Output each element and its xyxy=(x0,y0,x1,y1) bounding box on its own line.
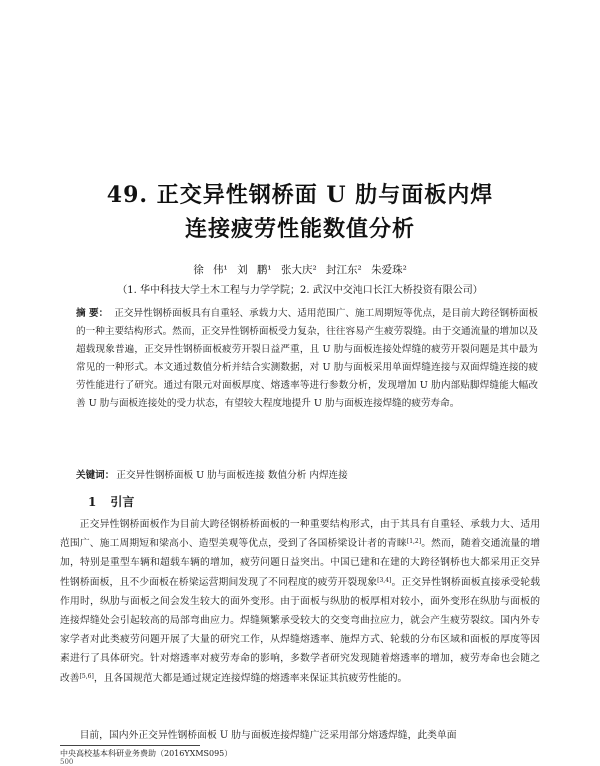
p1-text: 正交异性钢桥面板作为目前大跨径钢桥桥面板的一种重要结构形式，由于其具有自重轻、承载力大、适用范围广、施工周期短和梁高小、造型美观等优点，受到了各国桥梁设计者的青睐 xyxy=(60,519,540,550)
abstract-label: 摘 要： xyxy=(76,308,109,319)
section-heading xyxy=(88,493,134,510)
p2-text-tail: ，且各国规范大都是通过规定连接焊缝的熔透率来保证其抗疲劳性能的。 xyxy=(93,672,408,684)
affiliation: （1. 华中科技大学土木工程与力学学院；2. 武汉中交沌口长江大桥投资有限公司） xyxy=(117,285,483,296)
footnote: 中央高校基本科研业务费助（2016YXMS095） xyxy=(60,749,233,758)
abstract xyxy=(76,305,538,413)
keywords-label: 关键词： xyxy=(76,470,115,481)
p1-text-tail: 。然而，随着交通流量的增加，特别是重型车辆和超载车辆的增加，疲劳问题日益突出。中国已建和在建的大跨径钢桥也大都采用正交异性钢桥面板，且不少面板在桥梁运营期间发现了不同程度的疲劳开裂现象 xyxy=(60,538,541,588)
p2-text: 。正交异性钢桥面板直接承受轮载作用时，纵肋与面板之间会发生较大的面外变形。由于面板与纵肋的板厚相对较小，面外变形在纵肋与面板的连接焊缝处会引起较高的局部弯曲应力。焊缝频繁承受较大的交变弯曲拉应力，就会产生疲劳裂纹。国内外专家学者对此类疲劳问题开展了大量的研究工作，从焊缝熔透率、施焊方式、轮载的分布区域和面板的厚度等因素进行了具体研究。针对熔透率对疲劳寿命的影响，多数学者研究发现随着熔透率的增加，疲劳寿命也会随之改善 xyxy=(60,576,541,684)
abstract-text: 正交异性钢桥面板具有自重轻、承载力大、适用范围广、施工周期短等优点，是目前大跨径钢桥面板的一种主要结构形式。然而，正交异性钢桥面板受力复杂，往往容易产生疲劳裂缝。由于交通流量的增加以及超载现象普遍，正交异性钢桥面板疲劳开裂日益严重，且 U 肋与面板连接处焊缝的疲劳开裂问题是其中最为常见的一种形式。本文通过数值分析并结合实测数据，对 U 肋与面板采用单面焊缝连接与双面焊缝连接的疲劳性能进行了研究。通过有限元对面板厚度、熔透率等进行参数分析，发现增加 U 肋内部贴脚焊缝能大幅改善 U 肋与面板连接处的受力状态，有望较大程度地提升 U 肋与面板连接焊缝的疲劳寿命。 xyxy=(76,308,539,409)
citation-ref: [3,4] xyxy=(377,576,392,584)
citation-ref: [5,6] xyxy=(79,672,94,680)
keywords-text: 正交异性钢桥面板 U 肋与面板连接 数值分析 内焊连接 xyxy=(116,470,348,481)
body-paragraph-1 xyxy=(60,515,540,688)
citation-ref: [1,2] xyxy=(406,538,422,546)
paper-title-line-2: 连接疲劳性能数值分析 xyxy=(184,216,415,242)
page-number: 500 xyxy=(60,758,74,766)
keywords xyxy=(76,467,538,485)
body-paragraph-2: 目前，国内外正交异性钢桥面板 U 肋与面板连接焊缝广泛采用部分熔透焊缝，此类单面 xyxy=(79,730,457,741)
section-number: 1 xyxy=(88,495,97,509)
footnote-rule xyxy=(60,745,200,746)
paper-title-line-1: 49. 正交异性钢桥面 U 肋与面板内焊 xyxy=(106,182,494,208)
section-title: 引言 xyxy=(110,495,135,509)
author-list: 徐 伟¹ 刘 鹏¹ 张大庆² 封江东² 朱爱珠² xyxy=(193,264,407,276)
